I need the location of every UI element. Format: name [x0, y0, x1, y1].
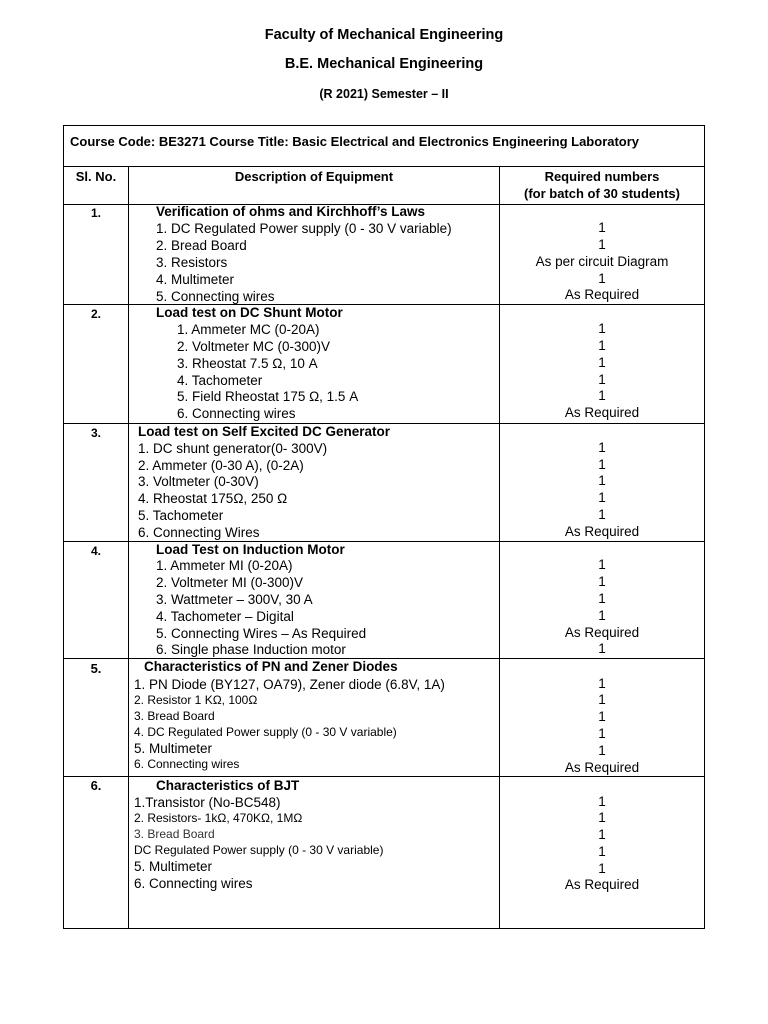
required-value: 1 — [598, 490, 606, 505]
required-value: 1 — [598, 457, 606, 472]
required-value: 1 — [598, 271, 606, 286]
equipment-item: 4. Tachometer — [177, 373, 263, 388]
equipment-item: 2. Bread Board — [156, 238, 247, 253]
required-value: 1 — [598, 608, 606, 623]
required-value: As Required — [564, 287, 640, 302]
equipment-item: 6. Connecting wires — [134, 757, 240, 771]
required-value: 1 — [598, 440, 606, 455]
required-value: 1 — [598, 743, 606, 758]
required-value: 1 — [598, 220, 606, 235]
equipment-item: 2. Ammeter (0-30 A), (0-2A) — [138, 458, 304, 473]
semester-title: (R 2021) Semester – II — [319, 87, 449, 101]
equipment-item: 5. Connecting Wires – As Required — [156, 626, 367, 641]
equipment-item: 5. Field Rheostat 175 Ω, 1.5 A — [177, 389, 359, 404]
equipment-item: 5. Multimeter — [134, 859, 213, 874]
row-serial: 2. — [90, 307, 101, 321]
required-value: 1 — [598, 692, 606, 707]
equipment-item: 4. Rheostat 175Ω, 250 Ω — [138, 491, 288, 506]
equipment-item: 3. Wattmeter – 300V, 30 A — [156, 592, 313, 607]
programme-title: B.E. Mechanical Engineering — [284, 56, 484, 72]
table-border-top — [63, 125, 705, 126]
required-value: 1 — [598, 810, 606, 825]
equipment-item: 1. Ammeter MC (0-20A) — [177, 322, 320, 337]
required-value: As Required — [564, 405, 640, 420]
equipment-item: DC Regulated Power supply (0 - 30 V variable) — [134, 843, 384, 857]
column-header-description: Description of Equipment — [234, 169, 394, 184]
experiment-title: Load test on DC Shunt Motor — [156, 305, 343, 320]
required-value: As Required — [564, 760, 640, 775]
equipment-item: 3. Voltmeter (0-30V) — [138, 474, 259, 489]
row-serial: 4. — [90, 544, 101, 558]
required-value: 1 — [598, 473, 606, 488]
faculty-title: Faculty of Mechanical Engineering — [264, 27, 504, 43]
equipment-item: 1. PN Diode (BY127, OA79), Zener diode (6.8V, 1A) — [134, 677, 445, 692]
course-title: Course Code: BE3271 Course Title: Basic Electrical and Electronics Engineering Laboratory — [70, 134, 640, 149]
column-header-required-1: Required numbers — [544, 169, 660, 184]
row-divider — [63, 166, 705, 167]
experiment-title: Load test on Self Excited DC Generator — [138, 424, 391, 439]
equipment-item: 1. DC shunt generator(0- 300V) — [138, 441, 328, 456]
row-serial: 3. — [90, 426, 101, 440]
column-header-required-2: (for batch of 30 students) — [523, 186, 680, 201]
equipment-item: 3. Resistors — [156, 255, 228, 270]
required-value: 1 — [598, 794, 606, 809]
equipment-item: 2. Voltmeter MC (0-300)V — [177, 339, 331, 354]
required-value: 1 — [598, 844, 606, 859]
equipment-item: 5. Multimeter — [134, 741, 213, 756]
equipment-item: 6. Connecting wires — [134, 876, 253, 891]
column-divider — [128, 166, 129, 928]
required-value: 1 — [598, 641, 606, 656]
required-value: As per circuit Diagram — [535, 254, 669, 269]
required-value: 1 — [598, 726, 606, 741]
row-serial: 5. — [90, 661, 102, 676]
equipment-item: 2. Voltmeter MI (0-300)V — [156, 575, 304, 590]
required-value: 1 — [598, 338, 606, 353]
equipment-item: 4. Tachometer – Digital — [156, 609, 294, 624]
equipment-item: 1. DC Regulated Power supply (0 - 30 V variable) — [156, 221, 452, 236]
required-value: As Required — [564, 877, 640, 892]
equipment-item: 6. Connecting wires — [177, 406, 296, 421]
table-border-bottom — [63, 928, 705, 929]
equipment-item: 6. Single phase Induction motor — [156, 642, 346, 657]
experiment-title: Characteristics of BJT — [156, 778, 300, 793]
equipment-item: 6. Connecting Wires — [138, 525, 260, 540]
required-value: 1 — [598, 388, 606, 403]
required-value: 1 — [598, 676, 606, 691]
required-value: 1 — [598, 507, 606, 522]
required-value: 1 — [598, 591, 606, 606]
required-value: As Required — [564, 625, 640, 640]
row-serial: 6. — [90, 778, 102, 793]
experiment-title: Characteristics of PN and Zener Diodes — [144, 659, 398, 674]
required-value: 1 — [598, 321, 606, 336]
table-border-left — [63, 125, 64, 929]
equipment-item: 4. DC Regulated Power supply (0 - 30 V variable) — [134, 725, 397, 739]
equipment-item: 3. Bread Board — [134, 827, 215, 841]
equipment-item: 4. Multimeter — [156, 272, 235, 287]
required-value: 1 — [598, 574, 606, 589]
required-value: 1 — [598, 355, 606, 370]
required-value: 1 — [598, 827, 606, 842]
required-value: 1 — [598, 372, 606, 387]
required-value: 1 — [598, 709, 606, 724]
equipment-item: 3. Rheostat 7.5 Ω, 10 A — [177, 356, 318, 371]
equipment-item: 1. Ammeter MI (0-20A) — [156, 558, 293, 573]
equipment-item: 1.Transistor (No-BC548) — [134, 795, 281, 810]
equipment-item: 5. Tachometer — [138, 508, 224, 523]
equipment-item: 3. Bread Board — [134, 709, 215, 723]
required-value: As Required — [564, 524, 640, 539]
row-serial: 1. — [90, 206, 101, 220]
column-header-sl: Sl. No. — [75, 169, 117, 184]
required-value: 1 — [598, 557, 606, 572]
experiment-title: Load Test on Induction Motor — [156, 542, 345, 557]
required-value: 1 — [598, 237, 606, 252]
equipment-item: 2. Resistors- 1kΩ, 470KΩ, 1MΩ — [134, 811, 303, 825]
equipment-item: 2. Resistor 1 KΩ, 100Ω — [134, 693, 258, 707]
required-value: 1 — [598, 861, 606, 876]
experiment-title: Verification of ohms and Kirchhoff’s Laws — [156, 204, 426, 219]
equipment-item: 5. Connecting wires — [156, 289, 275, 304]
table-border-right — [704, 125, 705, 929]
